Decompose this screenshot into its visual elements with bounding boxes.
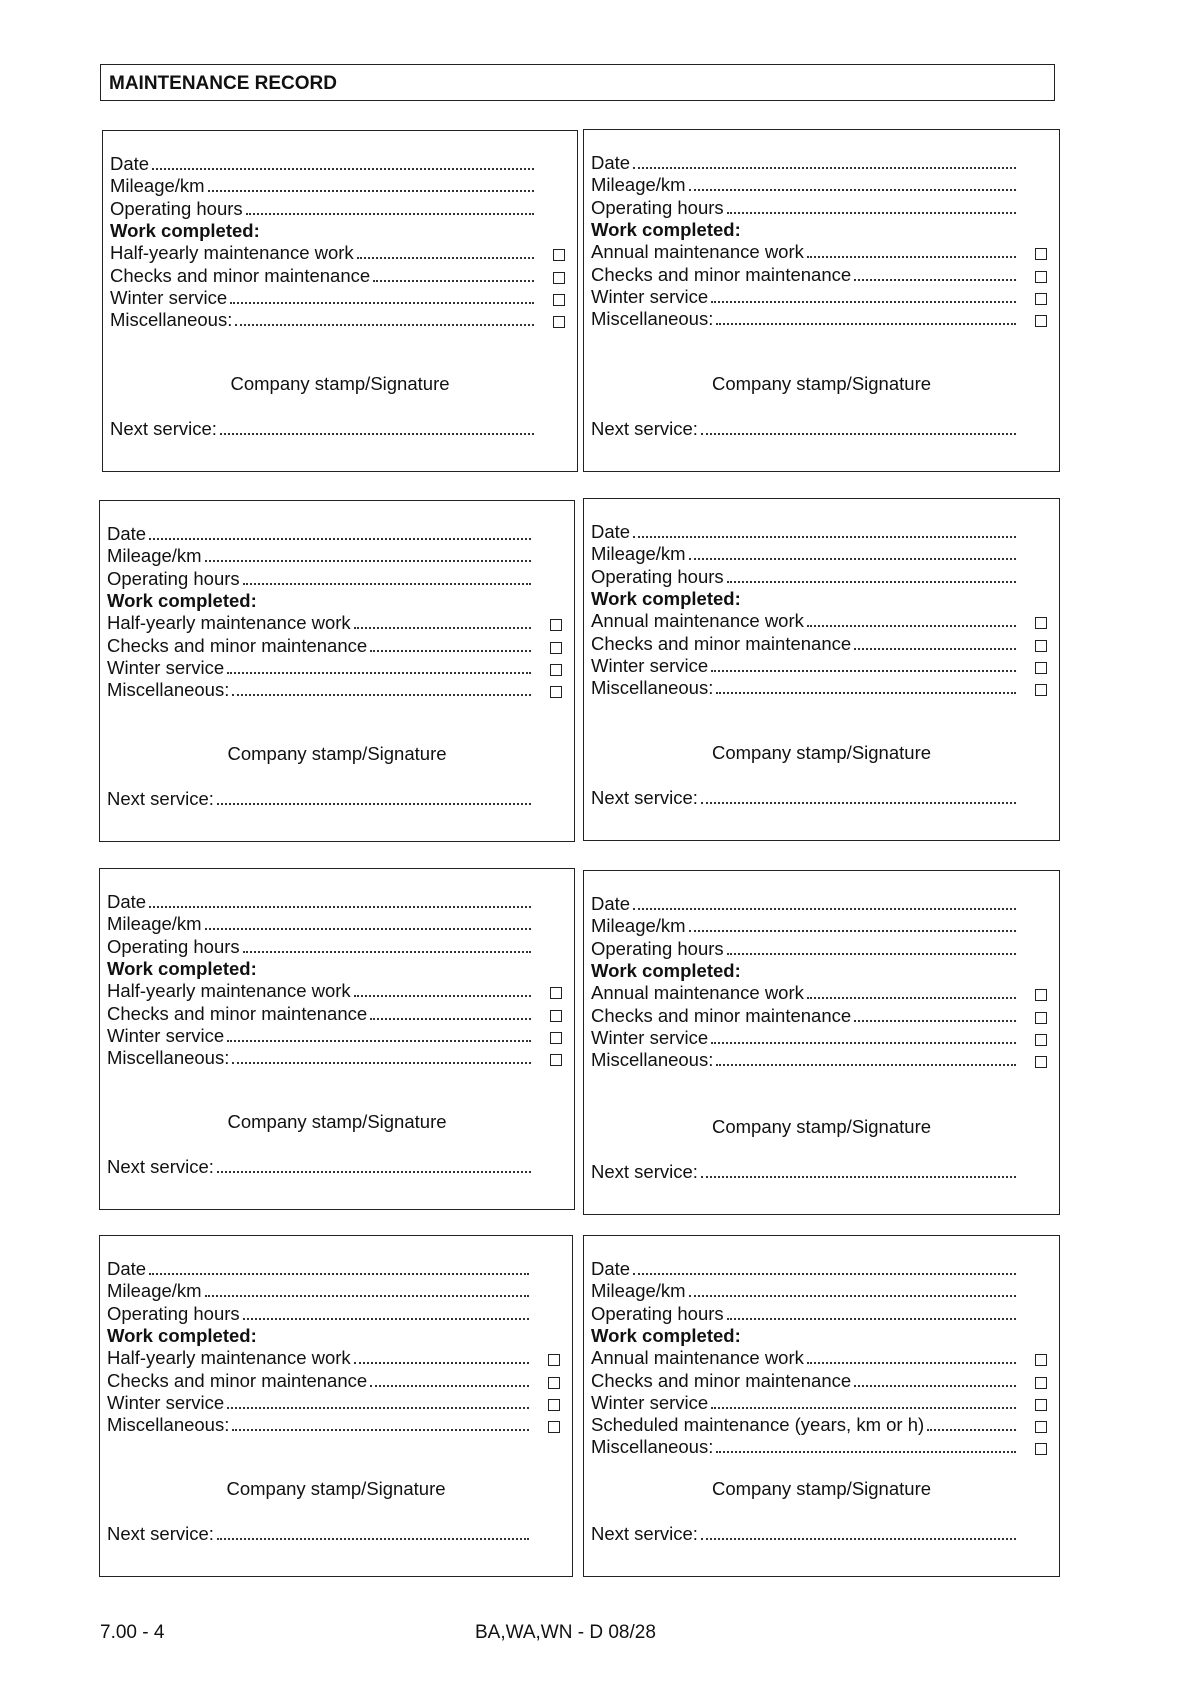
maintenance-record-card <box>583 1235 1060 1577</box>
operating-hours-field-label: Operating hours <box>591 937 724 959</box>
task-item[interactable] <box>591 1049 1019 1071</box>
dotted-leader <box>208 170 534 192</box>
checkbox[interactable] <box>548 1421 560 1433</box>
checkbox[interactable] <box>1035 293 1047 305</box>
mileage-field-label: Mileage/km <box>591 543 686 565</box>
dotted-leader <box>727 933 1016 955</box>
next-service-field-label: Next service: <box>107 1523 214 1544</box>
task-item-label: Winter service <box>107 656 225 678</box>
checkbox[interactable] <box>1035 1056 1047 1068</box>
dotted-leader <box>711 1022 1016 1044</box>
checkbox[interactable] <box>1035 662 1047 674</box>
task-item-label: Checks and minor maintenance <box>591 1004 852 1026</box>
task-item-label: Checks and minor maintenance <box>110 264 371 286</box>
dotted-leader <box>689 538 1016 560</box>
next-service-field-label: Next service: <box>591 1161 698 1182</box>
operating-hours-field-label: Operating hours <box>107 567 240 589</box>
date-field-label: Date <box>591 893 631 914</box>
checkbox[interactable] <box>1035 989 1047 1001</box>
dotted-leader <box>217 783 531 805</box>
task-item-label: Annual maintenance work <box>591 982 804 1004</box>
next-service-field <box>591 1523 1019 1545</box>
task-item[interactable] <box>107 1414 532 1436</box>
dotted-leader <box>689 169 1016 191</box>
task-item-label: Miscellaneous: <box>107 679 230 701</box>
dotted-leader <box>354 1342 529 1364</box>
dotted-leader <box>243 1298 529 1320</box>
dotted-leader <box>633 516 1016 538</box>
dotted-leader <box>152 148 534 170</box>
company-stamp-signature: Company stamp/Signature <box>227 743 447 764</box>
checkbox[interactable] <box>1035 1354 1047 1366</box>
checkbox[interactable] <box>1035 248 1047 260</box>
mileage-field-label: Mileage/km <box>107 545 202 567</box>
date-field-label: Date <box>591 521 631 542</box>
work-completed-heading-label: Work completed: <box>591 1324 741 1346</box>
task-item-label: Winter service <box>591 1391 709 1413</box>
next-service-field <box>107 1156 534 1178</box>
task-item-label: Winter service <box>591 1026 709 1048</box>
dotted-leader <box>217 1518 529 1540</box>
checkbox[interactable] <box>1035 1399 1047 1411</box>
dotted-leader <box>149 518 531 540</box>
page-number: 7.00 - 4 <box>100 1622 165 1643</box>
work-completed-heading-label: Work completed: <box>591 959 741 981</box>
task-item[interactable] <box>591 308 1019 330</box>
dotted-leader <box>711 1387 1016 1409</box>
next-service-field <box>591 418 1019 440</box>
next-service-field <box>591 1161 1019 1183</box>
operating-hours-field-label: Operating hours <box>591 196 724 218</box>
dotted-leader <box>205 908 531 930</box>
next-service-field-label: Next service: <box>591 1523 698 1544</box>
mileage-field-label: Mileage/km <box>110 175 205 197</box>
dotted-leader <box>633 1253 1016 1275</box>
date-field-label: Date <box>591 1258 631 1279</box>
dotted-leader <box>716 1431 1016 1453</box>
dotted-leader <box>232 674 531 696</box>
maintenance-record-card <box>102 130 578 472</box>
dotted-leader <box>354 607 531 629</box>
dotted-leader <box>354 975 531 997</box>
work-completed-heading-label: Work completed: <box>107 589 257 611</box>
company-stamp-signature: Company stamp/Signature <box>230 373 450 394</box>
task-item-label: Miscellaneous: <box>591 1436 714 1458</box>
checkbox[interactable] <box>550 686 562 698</box>
company-stamp-signature: Company stamp/Signature <box>711 373 932 394</box>
checkbox[interactable] <box>548 1354 560 1366</box>
task-item-label: Half-yearly maintenance work <box>110 242 354 264</box>
dotted-leader <box>370 630 531 652</box>
page-header <box>100 64 1055 101</box>
checkbox[interactable] <box>550 1054 562 1066</box>
operating-hours-field-label: Operating hours <box>107 1302 240 1324</box>
next-service-field <box>107 788 534 810</box>
dotted-leader <box>227 1387 529 1409</box>
next-service-field-label: Next service: <box>591 787 698 808</box>
operating-hours-field <box>107 568 534 590</box>
checkbox[interactable] <box>1035 1443 1047 1455</box>
task-item-label: Half-yearly maintenance work <box>107 1347 351 1369</box>
task-item-label: Winter service <box>110 286 228 308</box>
date-field-label: Date <box>591 152 631 173</box>
dotted-leader <box>243 931 531 953</box>
task-item-label: Miscellaneous: <box>107 1414 230 1436</box>
task-item-label: Winter service <box>591 285 709 307</box>
dotted-leader <box>232 1409 529 1431</box>
next-service-field <box>591 787 1019 809</box>
mileage-field-label: Mileage/km <box>107 913 202 935</box>
task-item[interactable] <box>110 309 537 331</box>
dotted-leader <box>246 193 534 215</box>
checkbox[interactable] <box>550 987 562 999</box>
checkbox[interactable] <box>1035 684 1047 696</box>
dotted-leader <box>716 303 1016 325</box>
dotted-leader <box>227 1020 531 1042</box>
dotted-leader <box>220 413 534 435</box>
dotted-leader <box>230 282 534 304</box>
next-service-field-label: Next service: <box>110 418 217 439</box>
maintenance-record-card <box>99 1235 573 1577</box>
company-stamp-signature: Company stamp/Signature <box>711 1478 932 1499</box>
task-item-label: Winter service <box>107 1391 225 1413</box>
maintenance-record-card <box>583 129 1060 472</box>
checkbox[interactable] <box>1035 1034 1047 1046</box>
dotted-leader <box>727 561 1016 583</box>
task-item-label: Annual maintenance work <box>591 1347 804 1369</box>
document-code: BA,WA,WN - D 08/28 <box>475 1622 656 1643</box>
task-item-label: Annual maintenance work <box>591 610 804 632</box>
checkbox[interactable] <box>550 1032 562 1044</box>
task-item-label: Scheduled maintenance (years, km or h) <box>591 1414 925 1436</box>
checkbox[interactable] <box>1035 1377 1047 1389</box>
checkbox[interactable] <box>1035 1012 1047 1024</box>
date-field-label: Date <box>107 1258 147 1279</box>
operating-hours-field <box>107 936 534 958</box>
company-stamp-signature: Company stamp/Signature <box>227 1111 447 1132</box>
dotted-leader <box>701 1156 1016 1178</box>
mileage-field-label: Mileage/km <box>591 915 686 937</box>
dotted-leader <box>205 540 531 562</box>
next-service-field <box>107 1523 532 1545</box>
dotted-leader <box>227 652 531 674</box>
task-item[interactable] <box>107 1047 534 1069</box>
task-item-label: Miscellaneous: <box>591 1049 714 1071</box>
dotted-leader <box>149 1253 529 1275</box>
checkbox[interactable] <box>1035 1421 1047 1433</box>
dotted-leader <box>854 1365 1016 1387</box>
next-service-field-label: Next service: <box>107 1156 214 1177</box>
company-stamp-signature: Company stamp/Signature <box>711 1116 932 1137</box>
task-item-label: Checks and minor maintenance <box>591 263 852 285</box>
dotted-leader <box>716 672 1016 694</box>
page-title: MAINTENANCE RECORD <box>109 73 337 94</box>
dotted-leader <box>149 886 531 908</box>
dotted-leader <box>633 147 1016 169</box>
task-item-label: Checks and minor maintenance <box>107 1002 368 1024</box>
dotted-leader <box>807 236 1016 258</box>
dotted-leader <box>633 888 1016 910</box>
maintenance-record-card <box>99 868 575 1210</box>
dotted-leader <box>927 1409 1016 1431</box>
task-item[interactable] <box>591 1436 1019 1458</box>
dotted-leader <box>807 977 1016 999</box>
dotted-leader <box>235 304 534 326</box>
task-item-label: Miscellaneous: <box>591 677 714 699</box>
operating-hours-field-label: Operating hours <box>591 565 724 587</box>
task-item[interactable] <box>591 677 1019 699</box>
work-completed-heading-label: Work completed: <box>110 219 260 241</box>
company-stamp-signature: Company stamp/Signature <box>711 742 932 763</box>
dotted-leader <box>711 650 1016 672</box>
dotted-leader <box>701 1518 1016 1540</box>
dotted-leader <box>689 910 1016 932</box>
dotted-leader <box>205 1275 529 1297</box>
checkbox[interactable] <box>1035 640 1047 652</box>
task-item-label: Miscellaneous: <box>591 308 714 330</box>
task-item-label: Checks and minor maintenance <box>591 1369 852 1391</box>
task-item-label: Checks and minor maintenance <box>107 634 368 656</box>
dotted-leader <box>727 192 1016 214</box>
task-item-label: Checks and minor maintenance <box>591 632 852 654</box>
dotted-leader <box>701 782 1016 804</box>
checkbox[interactable] <box>553 294 565 306</box>
dotted-leader <box>243 563 531 585</box>
checkbox[interactable] <box>553 272 565 284</box>
dotted-leader <box>370 1365 529 1387</box>
maintenance-record-card <box>583 870 1060 1215</box>
dotted-leader <box>373 260 534 282</box>
checkbox[interactable] <box>1035 315 1047 327</box>
checkbox[interactable] <box>1035 617 1047 629</box>
date-field-label: Date <box>107 523 147 544</box>
maintenance-record-card <box>583 498 1060 841</box>
task-item-label: Winter service <box>107 1024 225 1046</box>
checkbox[interactable] <box>1035 271 1047 283</box>
dotted-leader <box>716 1044 1016 1066</box>
operating-hours-field <box>591 938 1019 960</box>
date-field-label: Date <box>107 891 147 912</box>
dotted-leader <box>232 1042 531 1064</box>
operating-hours-field-label: Operating hours <box>110 197 243 219</box>
dotted-leader <box>807 605 1016 627</box>
company-stamp-signature: Company stamp/Signature <box>226 1478 446 1499</box>
checkbox[interactable] <box>550 1010 562 1022</box>
dotted-leader <box>370 998 531 1020</box>
dotted-leader <box>711 281 1016 303</box>
work-completed-heading-label: Work completed: <box>591 587 741 609</box>
operating-hours-field <box>591 197 1019 219</box>
task-item-label: Annual maintenance work <box>591 241 804 263</box>
task-item-label: Half-yearly maintenance work <box>107 980 351 1002</box>
task-item[interactable] <box>107 679 534 701</box>
operating-hours-field <box>591 566 1019 588</box>
checkbox[interactable] <box>553 249 565 261</box>
checkbox[interactable] <box>550 619 562 631</box>
task-item-label: Miscellaneous: <box>107 1047 230 1069</box>
task-item-label: Winter service <box>591 654 709 676</box>
task-item-label: Half-yearly maintenance work <box>107 612 351 634</box>
work-completed-heading-label: Work completed: <box>107 1324 257 1346</box>
dotted-leader <box>854 628 1016 650</box>
dotted-leader <box>701 413 1016 435</box>
operating-hours-field <box>107 1303 532 1325</box>
operating-hours-field-label: Operating hours <box>591 1302 724 1324</box>
checkbox[interactable] <box>548 1399 560 1411</box>
maintenance-record-card <box>99 500 575 842</box>
mileage-field-label: Mileage/km <box>107 1280 202 1302</box>
dotted-leader <box>357 237 534 259</box>
dotted-leader <box>727 1298 1016 1320</box>
checkbox[interactable] <box>553 316 565 328</box>
dotted-leader <box>807 1342 1016 1364</box>
task-item-label: Checks and minor maintenance <box>107 1369 368 1391</box>
dotted-leader <box>854 259 1016 281</box>
next-service-field <box>110 418 537 440</box>
operating-hours-field-label: Operating hours <box>107 935 240 957</box>
dotted-leader <box>689 1275 1016 1297</box>
operating-hours-field <box>110 198 537 220</box>
date-field-label: Date <box>110 153 150 174</box>
work-completed-heading-label: Work completed: <box>107 957 257 979</box>
mileage-field-label: Mileage/km <box>591 174 686 196</box>
dotted-leader <box>854 1000 1016 1022</box>
mileage-field-label: Mileage/km <box>591 1280 686 1302</box>
checkbox[interactable] <box>548 1377 560 1389</box>
operating-hours-field <box>591 1303 1019 1325</box>
next-service-field-label: Next service: <box>591 418 698 439</box>
checkbox[interactable] <box>550 642 562 654</box>
work-completed-heading-label: Work completed: <box>591 218 741 240</box>
task-item-label: Miscellaneous: <box>110 309 233 331</box>
next-service-field-label: Next service: <box>107 788 214 809</box>
checkbox[interactable] <box>550 664 562 676</box>
dotted-leader <box>217 1151 531 1173</box>
